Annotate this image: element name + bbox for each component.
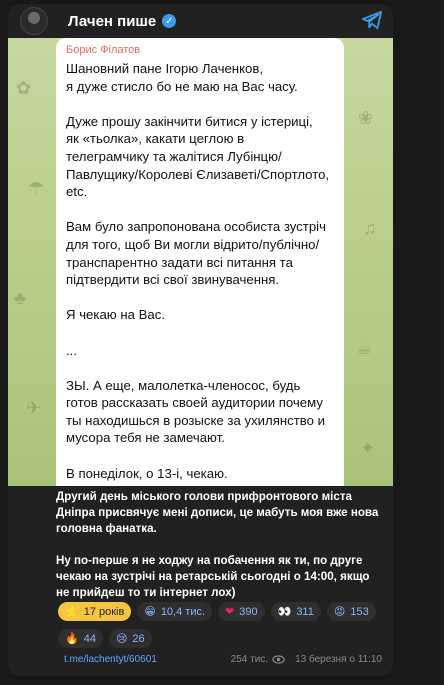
message-paragraph: Вам було запропонована особиста зустріч для того, щоб Ви могли відрито/публічно/ транспарентно задати всі питання та підтвердити всі свої звинувачення.	[66, 219, 326, 288]
message-paragraph: В понеділок, о 13-і, чекаю.	[66, 465, 228, 481]
reaction-count: 44	[83, 632, 96, 645]
angry-icon: 😡	[333, 606, 346, 618]
doodle-icon: ☂	[28, 178, 45, 198]
reaction-star[interactable]	[58, 602, 131, 621]
reaction-count: 153	[350, 605, 369, 618]
reaction-grin[interactable]	[137, 602, 212, 621]
verified-icon: ✓	[162, 14, 176, 28]
doodle-icon: ✦	[360, 438, 376, 458]
reaction-heart[interactable]	[218, 602, 265, 621]
caption-paragraph: Ну по-перше я не ходжу на побачення як ти, по друге чекаю на зустрічі на ретарській сьогодні о 14:00, якщо не прийдеш то ти інтернет лох)	[56, 554, 370, 599]
reaction-angry[interactable]	[327, 602, 376, 621]
views-count: 254 тис.	[230, 653, 269, 665]
doodle-icon: ❀	[358, 108, 374, 128]
caption-paragraph: Другий день міського голови прифронтового міста Дніпра присвячує мені дописи, це мабуть моя вже нова головна фанатка.	[56, 490, 379, 535]
message-sender: Борис Філатов	[66, 44, 141, 56]
message-screenshot-image[interactable]	[8, 38, 393, 486]
doodle-icon: ✈	[26, 398, 42, 418]
post-link[interactable]: t.me/lachentyt/60601	[64, 653, 157, 665]
reaction-fire[interactable]	[58, 629, 103, 648]
eye-icon	[272, 655, 285, 664]
message-paragraph: ЗЫ. А еще, малолетка-членосос, будь готов рассказать своей аудитории почему ты находишься в розыске за ухилянство и мусора тебя не замечают.	[66, 377, 325, 446]
post-caption	[56, 489, 381, 617]
fire-icon: 🔥	[65, 633, 79, 645]
reaction-count: 10,4 тис.	[160, 605, 206, 618]
reaction-count: 17 років	[83, 605, 125, 618]
sad-icon: 😢	[115, 633, 128, 645]
reactions-bar	[58, 602, 378, 656]
doodle-icon: ☕	[356, 338, 373, 358]
grin-icon: 😁	[144, 606, 156, 618]
message-paragraph: Я чекаю на Вас.	[66, 307, 166, 323]
channel-name[interactable]: Лачен пише	[68, 12, 157, 30]
heart-icon: ❤	[225, 606, 235, 618]
doodle-icon: ♫	[363, 218, 377, 238]
post-header	[8, 4, 393, 38]
reaction-count: 390	[239, 605, 258, 618]
doodle-icon: ✿	[16, 78, 32, 98]
reactions-row	[58, 629, 378, 648]
reaction-sad[interactable]	[109, 629, 152, 648]
message-paragraph: Дуже прошу закінчити битися у істериці, як «тьолка», какати цеглою в телеграмчику та жалітися Лубінцю/ Павлущику/Королеві Єлизаветі/Спортлото, etc.	[66, 113, 330, 200]
reaction-count: 311	[296, 605, 314, 618]
post-footer	[64, 652, 382, 666]
message-paragraph: Шановний пане Ігорю Лаченков, я дуже стисло бо не маю на Вас часу.	[66, 61, 298, 94]
views-counter	[231, 654, 285, 665]
eyes-icon: 👀	[277, 606, 292, 618]
reaction-eyes[interactable]	[271, 602, 321, 621]
channel-avatar[interactable]	[20, 7, 48, 35]
message-paragraph: ...	[66, 342, 77, 358]
star-icon: ⭐	[65, 606, 79, 618]
quoted-message-bubble	[56, 38, 344, 486]
telegram-icon[interactable]	[361, 10, 383, 30]
reactions-row	[58, 602, 378, 621]
reaction-count: 26	[132, 632, 145, 645]
post-time: 13 березня о 11:10	[295, 653, 382, 665]
doodle-icon: ♣	[14, 288, 26, 308]
